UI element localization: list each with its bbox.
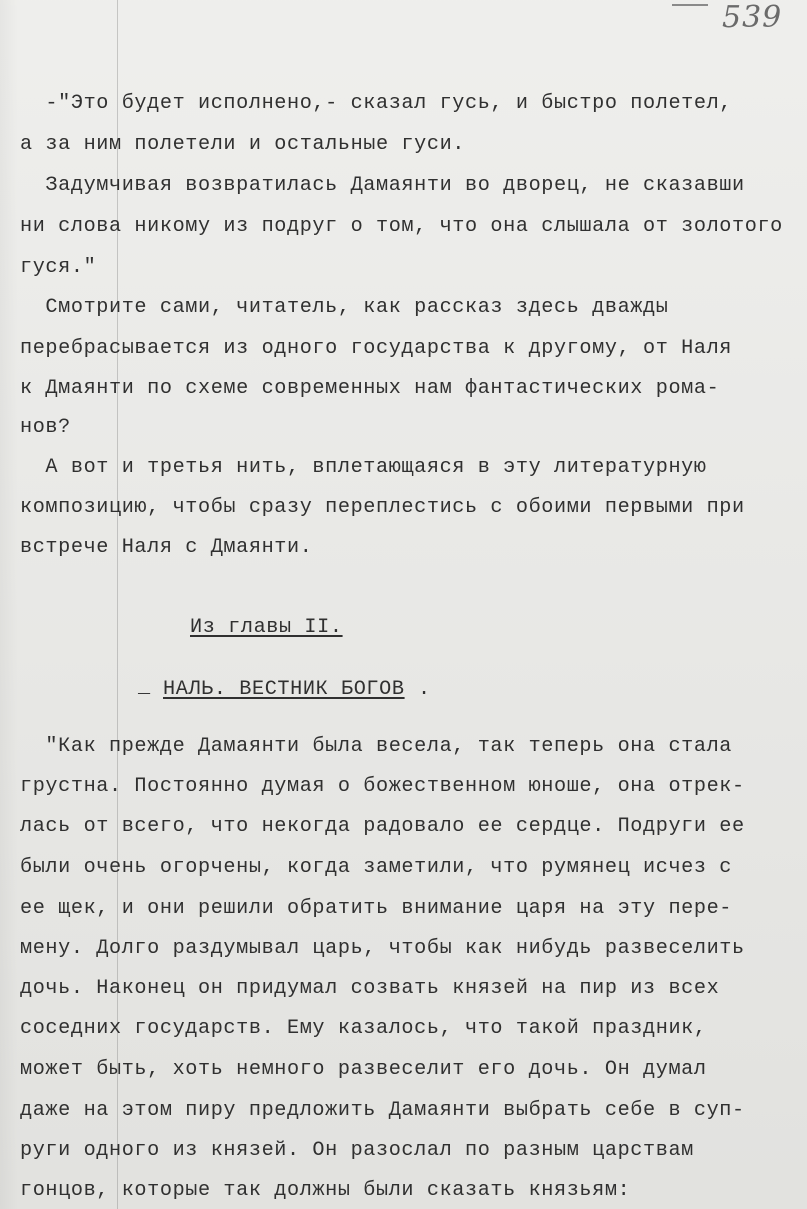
text-line: были очень огорчены, когда заметили, что румянец исчез с <box>20 856 733 879</box>
text-line: А вот и третья нить, вплетающаяся в эту литературную <box>20 456 707 479</box>
text-line: "Как прежде Дамаянти была весела, так теперь она стала <box>20 735 733 758</box>
text-line: гонцов, которые так должны были сказать князьям: <box>20 1179 631 1202</box>
corner-mark <box>672 4 708 6</box>
text-line: может быть, хоть немного развеселит его дочь. Он думал <box>20 1058 707 1081</box>
text-line: Задумчивая возвратилась Дамаянти во дворец, не сказавши <box>20 174 745 197</box>
page-number: 539 <box>722 0 783 35</box>
text-line: гуся." <box>20 256 97 279</box>
text-line: лась от всего, что некогда радовало ее сердце. Подруги ее <box>20 815 745 838</box>
section-dash: _ <box>138 676 151 699</box>
section-heading: НАЛЬ. ВЕСТНИК БОГОВ <box>163 678 405 701</box>
text-line: а за ним полетели и остальные гуси. <box>20 133 466 156</box>
text-line: Смотрите сами, читатель, как рассказ здесь дважды <box>20 296 669 319</box>
text-line: даже на этом пиру предложить Дамаянти выбрать себе в суп- <box>20 1099 745 1122</box>
text-line: соседних государств. Ему казалось, что такой праздник, <box>20 1017 707 1040</box>
text-line: нов? <box>20 416 71 439</box>
chapter-heading: Из главы II. <box>190 616 343 639</box>
text-line: мену. Долго раздумывал царь, чтобы как нибудь развеселить <box>20 937 745 960</box>
text-line: грустна. Постоянно думая о божественном юноше, она отрек- <box>20 775 745 798</box>
text-line: перебрасывается из одного государства к другому, от Наля <box>20 337 733 360</box>
text-line: композицию, чтобы сразу переплестись с обоими первыми при <box>20 496 745 519</box>
text-line: встрече Наля с Дмаянти. <box>20 536 313 559</box>
text-line: ее щек, и они решили обратить внимание царя на эту пере- <box>20 897 733 920</box>
text-line: ни слова никому из подруг о том, что она слышала от золотого <box>20 215 783 238</box>
text-line: -"Это будет исполнено,- сказал гусь, и быстро полетел, <box>20 92 733 115</box>
text-line: к Дмаянти по схеме современных нам фантастических рома- <box>20 377 720 400</box>
text-line: дочь. Наконец он придумал созвать князей на пир из всех <box>20 977 720 1000</box>
section-period: . <box>418 678 431 701</box>
text-line: руги одного из князей. Он разослал по разным царствам <box>20 1139 694 1162</box>
